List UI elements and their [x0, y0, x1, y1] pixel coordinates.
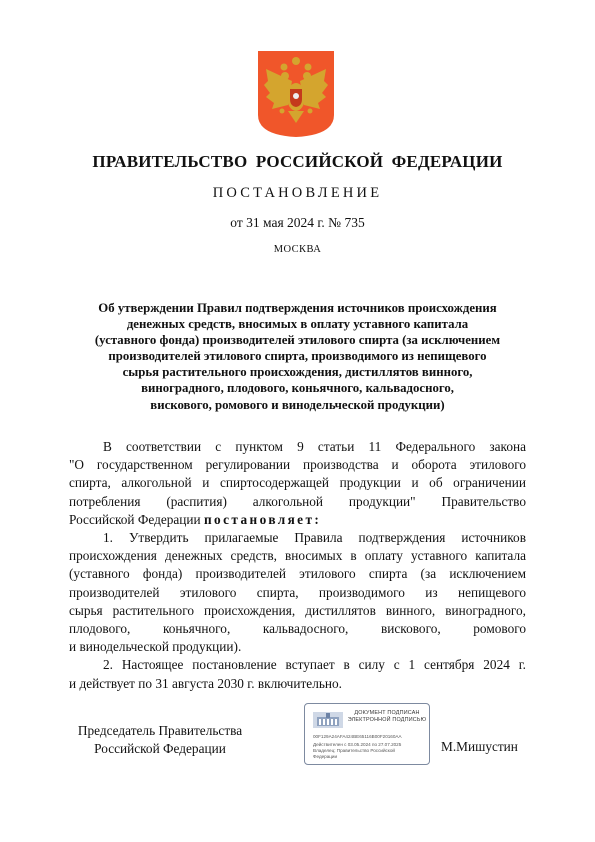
document-type: ПОСТАНОВЛЕНИЕ: [212, 185, 383, 201]
item-1-line: и винодельческой продукции).: [69, 639, 242, 655]
government-title: ПРАВИТЕЛЬСТВО РОССИЙСКОЙ ФЕДЕРАЦИИ: [92, 152, 503, 171]
document-body: [69, 438, 526, 693]
document-heading: [70, 300, 525, 413]
item-1-line: (уставного фонда) производителей этилового спирта (за исключением: [69, 566, 526, 582]
government-building-icon: [313, 712, 343, 728]
preamble-line: "О государственном регулировании производства и оборота этилового: [69, 457, 526, 473]
item-2-line: 2. Настоящее постановление вступает в силу с 1 сентября 2024 г.: [103, 657, 526, 673]
validity-period: Действителен с 03.05.2024 по 27.07.2025: [313, 742, 402, 747]
document-date-number: от 31 мая 2024 г. № 735: [230, 215, 365, 230]
item-1-line: плодового, коньячного, кальвадосного, вискового, ромового: [69, 621, 526, 637]
item-1-line: происхождения денежных средств, вносимых в оплату уставного капитала: [69, 548, 526, 564]
item-2-paragraph: [69, 656, 526, 692]
preamble-line: [69, 511, 526, 529]
item-1-line: 1. Утвердить прилагаемые Правила подтверждения источников: [103, 530, 526, 546]
stamp-title-line: ДОКУМЕНТ ПОДПИСАН: [354, 710, 420, 716]
position-line: Председатель Правительства: [77, 723, 243, 738]
item-2-line: и действует по 31 августа 2030 г. включительно.: [69, 675, 342, 691]
heading-line: сырья растительного происхождения, дистиллятов винного,: [122, 365, 473, 380]
heading-line: (уставного фонда) производителей этилового спирта (за исключением: [94, 333, 501, 348]
signatory-name: М.Мишустин: [441, 739, 518, 754]
item-1-line: производителей этилового спирта, производимого из непищевого: [69, 584, 526, 600]
heading-line: денежных средств, вносимых в оплату уставного капитала: [126, 317, 469, 332]
item-1-paragraph: [69, 529, 526, 656]
heading-line: производителей этилового спирта, производимого из непищевого: [108, 349, 487, 364]
item-1-line: сырья растительного происхождения, дистиллятов винного, виноградного,: [69, 602, 526, 618]
preamble-subject: Российской Федерации: [69, 511, 201, 527]
electronic-signature-stamp: [304, 703, 430, 765]
signatory-position: [60, 722, 260, 758]
owner-line: Владелец: Правительство Российской: [313, 748, 395, 753]
preamble-line: потребления (распития) алкогольной продукции" Правительство: [69, 493, 526, 509]
preamble-paragraph: [69, 438, 526, 529]
owner-line: Федерации: [313, 754, 338, 759]
heading-line: вискового, ромового и винодельческой продукции): [150, 397, 445, 412]
heading-line: виноградного, плодового, коньячного, кальвадосного,: [141, 381, 454, 396]
preamble-line: В соответствии с пунктом 9 статьи 11 Федерального закона: [103, 439, 526, 454]
stamp-details: [313, 742, 425, 760]
document-city: МОСКВА: [273, 244, 322, 255]
stamp-title-line: ЭЛЕКТРОННОЙ ПОДПИСЬЮ: [347, 717, 427, 723]
preamble-line: спирта, алкогольной и спиртосодержащей продукции и об ограничении: [69, 475, 526, 491]
certificate-number: 00F129A24AFA424BE65116B00F20160AA: [313, 734, 402, 739]
decree-word: постановляет:: [203, 511, 322, 527]
heading-line: Об утверждении Правил подтверждения источников происхождения: [98, 301, 497, 315]
stamp-title: [347, 710, 427, 724]
position-line: Российской Федерации: [94, 741, 226, 756]
coat-of-arms-emblem: [258, 51, 334, 137]
